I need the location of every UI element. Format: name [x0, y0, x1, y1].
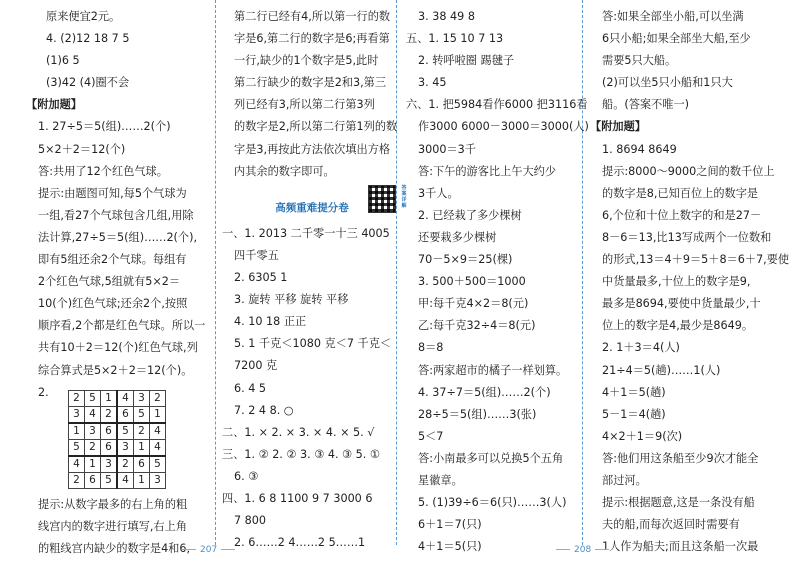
- text-line: 2. 6……2 4……2 5……1: [234, 536, 366, 550]
- text-line: 5－1＝4(趟): [602, 407, 666, 421]
- grid-cell: 2: [85, 439, 101, 456]
- section-title: [222, 184, 407, 219]
- text-line: 5×2＋2＝12(个): [38, 142, 126, 156]
- grid-cell: 2: [69, 472, 85, 488]
- text-line: 2. 转呼啦圈 踢毽子: [418, 54, 515, 68]
- grid-cell: 1: [150, 406, 166, 423]
- grid-cell: 5: [117, 423, 134, 440]
- column-divider: [582, 0, 583, 545]
- grid-row: [69, 390, 166, 406]
- hint-line: 提示:根据题意,这是一条没有船: [602, 496, 755, 510]
- grid-cell: 4: [150, 423, 166, 440]
- text-line: 8－6＝13,比13写成两个一位数和: [602, 230, 772, 244]
- hint-line: 提示:8000～9000之间的数千位上: [602, 164, 775, 178]
- text-line: 的数字是2,所以第二行第1列的数: [234, 120, 398, 134]
- grid-cell: 4: [117, 390, 134, 406]
- text-line: 五、1. 15 10 7 13: [406, 32, 504, 46]
- text-line: 4. 37÷7＝5(组)……2(个): [418, 385, 551, 399]
- item-number: 2.: [38, 385, 49, 399]
- text-line: 4＋1＝5(趟): [602, 385, 666, 399]
- text-line: 答:共用了12个红色气球。: [38, 164, 168, 178]
- text-line: 5＜7: [418, 429, 444, 443]
- grid-cell: 4: [117, 472, 134, 488]
- text-line: 字是6,第二行的数字是6;再看第: [234, 32, 390, 46]
- grid-row: [69, 423, 166, 440]
- text-line: 答:两家超市的橘子一样划算。: [418, 363, 568, 377]
- text-line: 原来便宜2元。: [46, 10, 121, 23]
- grid-cell: 3: [134, 390, 150, 406]
- grid-cell: 6: [101, 423, 118, 440]
- hint-line: 提示:由题图可知,每5个气球为: [38, 186, 187, 200]
- qr-label: 答案详解: [401, 184, 407, 209]
- grid-cell: 4: [85, 406, 101, 423]
- text-line: 2. 已经栽了多少棵树: [418, 208, 522, 222]
- text-line: 第二行已经有4,所以第一行的数: [234, 10, 391, 23]
- text-line: 70－5×9＝25(棵): [418, 253, 513, 267]
- grid-row: [69, 406, 166, 423]
- text-line: 的数字是8,已知百位上的数字是: [602, 186, 759, 200]
- text-line: 甲:每千克4×2＝8(元): [418, 297, 529, 311]
- text-line: 7. 2 4 8. ○: [234, 403, 294, 417]
- text-line: 答:他们用这条船至少9次才能全: [602, 451, 759, 465]
- text-line: 3. 38 49 8: [418, 10, 475, 23]
- grid-cell: 5: [134, 406, 150, 423]
- text-line: (2)可以坐5只小船和1只大: [602, 76, 733, 90]
- grid-row: [69, 472, 166, 488]
- section-title-text: 高频重难提分卷: [275, 201, 349, 214]
- text-line: 共有10＋2＝12(个)红色气球,列: [38, 341, 198, 355]
- text-line: 夫的船,而每次返回时需要有: [602, 518, 740, 532]
- text-line: 即有5组还余2个气球。每组有: [38, 253, 187, 267]
- grid-cell: 4: [150, 439, 166, 456]
- text-line: 4. 10 18 正正: [234, 315, 307, 329]
- text-line: 字是3,再按此方法依次填出方格: [234, 142, 391, 156]
- text-line: 3. 旋转 平移 旋转 平移: [234, 293, 349, 307]
- text-line: 21÷4＝5(趟)……1(人): [602, 363, 721, 377]
- grid-cell: 5: [69, 439, 85, 456]
- text-line: 需要5只大船。: [602, 54, 677, 68]
- text-line: 还要栽多少棵树: [418, 230, 497, 244]
- text-line: 位上的数字是4,最少是8649。: [602, 319, 754, 333]
- grid-cell: 2: [69, 390, 85, 406]
- column-4: [590, 6, 790, 558]
- grid-cell: 2: [150, 390, 166, 406]
- grid-cell: 1: [69, 423, 85, 440]
- grid-cell: 5: [150, 456, 166, 473]
- grid-cell: 5: [101, 472, 118, 488]
- page-number: [552, 545, 613, 555]
- column-divider: [215, 0, 216, 545]
- grid-row: [69, 456, 166, 473]
- grid-row: [69, 439, 166, 456]
- section-heading: 【附加题】: [590, 120, 646, 134]
- text-line: 3. 45: [418, 76, 447, 90]
- column-2: [222, 6, 407, 554]
- grid-cell: 1: [134, 439, 150, 456]
- grid-cell: 2: [101, 406, 118, 423]
- sudoku-grid: [68, 390, 166, 489]
- text-line: (3)42 (4)圈不会: [46, 76, 130, 90]
- grid-cell: 1: [101, 390, 118, 406]
- text-line: 答:下午的游客比上午大约少: [418, 164, 557, 178]
- text-line: 顺序看,2个都是红色气球。所以一: [38, 319, 206, 333]
- grid-cell: 3: [101, 456, 118, 473]
- text-line: 6,个位和十位上数字的和是27－: [602, 208, 762, 222]
- text-line: 作3000 6000－3000＝3000(人): [418, 120, 589, 134]
- grid-cell: 2: [117, 456, 134, 473]
- text-line: 的形式,13＝4＋9＝5＋8＝6＋7,要使: [602, 253, 790, 267]
- text-line: 综合算式是5×2＋2＝12(个)。: [38, 363, 193, 377]
- text-line: 中货量最多,十位上的数字是9,: [602, 275, 751, 289]
- grid-cell: 6: [101, 439, 118, 456]
- text-line: 4＋1＝5(只): [418, 540, 482, 554]
- text-line: 第二行缺少的数字是2和3,第三: [234, 76, 387, 90]
- text-line: 1. 8694 8649: [602, 142, 677, 156]
- grid-cell: 6: [134, 456, 150, 473]
- text-line: 3. 500＋500＝1000: [418, 275, 526, 289]
- grid-cell: 3: [85, 423, 101, 440]
- text-line: 答:如果全部坐小船,可以坐满: [602, 10, 744, 23]
- text-line: 三、1. ② 2. ② 3. ③ 4. ③ 5. ①: [222, 447, 380, 461]
- text-line: 四、1. 6 8 1100 9 7 3000 6: [222, 491, 373, 505]
- text-line: 4. (2)12 18 7 5: [46, 32, 130, 46]
- column-1: [26, 6, 206, 560]
- text-line: 一行,缺少的1个数字是5,此时: [234, 54, 379, 68]
- page-number-text: 207: [200, 545, 218, 555]
- text-line: 一、1. 2013 二千零一十三 4005: [222, 226, 390, 240]
- sudoku-block: [26, 382, 206, 494]
- text-line: 7200 克: [234, 359, 278, 373]
- text-line: 1人作为船夫;而且这条船一次最: [602, 540, 759, 554]
- grid-cell: 2: [134, 423, 150, 440]
- text-line: 法计算,27÷5＝5(组)……2(个),: [38, 230, 198, 244]
- grid-cell: 3: [69, 406, 85, 423]
- grid-cell: 3: [150, 472, 166, 488]
- grid-cell: 5: [85, 390, 101, 406]
- hint-line: 提示:从数字最多的右上角的粗: [38, 497, 188, 511]
- text-line: 28÷5＝5(组)……3(张): [418, 407, 537, 421]
- grid-cell: 6: [117, 406, 134, 423]
- text-line: 6只小船;如果全部坐大船,至少: [602, 32, 751, 46]
- text-line: 最多是8694,要使中货量最少,十: [602, 297, 761, 311]
- text-line: 六、1. 把5984看作6000 把3116看: [406, 98, 588, 112]
- text-line: 3千人。: [418, 186, 459, 200]
- text-line: 一组,看27个气球包含几组,用除: [38, 208, 194, 222]
- text-line: 乙:每千克32÷4＝8(元): [418, 319, 536, 333]
- text-line: 7 800: [234, 514, 267, 528]
- grid-cell: 4: [69, 456, 85, 473]
- text-line: 6＋1＝7(只): [418, 518, 482, 532]
- grid-cell: 3: [117, 439, 134, 456]
- text-line: 1. 27÷5＝5(组)……2(个): [38, 120, 171, 134]
- text-line: 3000＝3千: [418, 142, 476, 156]
- text-line: 8＝8: [418, 341, 444, 355]
- text-line: 5. (1)39÷6＝6(只)……3(人): [418, 496, 567, 510]
- text-line: 6. 4 5: [234, 381, 267, 395]
- section-heading: 【附加题】: [26, 98, 82, 112]
- text-line: 二、1. × 2. × 3. × 4. × 5. √: [222, 425, 375, 439]
- text-line: 列已经有3,所以第二行第3列: [234, 98, 375, 112]
- text-line: 4×2＋1＝9(次): [602, 429, 683, 443]
- text-line: 的粗线宫内缺少的数字是4和6,: [38, 541, 191, 555]
- page-number-text: 208: [574, 545, 592, 555]
- text-line: 10(个)红色气球;还余2个,按照: [38, 297, 188, 311]
- text-line: 2个红色气球,5组就有5×2＝: [38, 275, 181, 289]
- text-line: 内其余的数字即可。: [234, 164, 335, 178]
- text-line: 答:小南最多可以兑换5个五角: [418, 451, 564, 465]
- text-line: 5. 1 千克＜1080 克＜7 千克＜: [234, 337, 392, 351]
- grid-cell: 1: [85, 456, 101, 473]
- text-line: 2. 6305 1: [234, 271, 288, 285]
- text-line: 星徽章。: [418, 473, 463, 487]
- text-line: 6. ③: [234, 469, 259, 483]
- text-line: (1)6 5: [46, 54, 80, 68]
- text-line: 线宫内的数字进行填写,右上角: [38, 519, 187, 533]
- text-line: 2. 1＋3＝4(人): [602, 341, 680, 355]
- text-line: 部过河。: [602, 473, 647, 487]
- qr-code-icon: [368, 185, 396, 213]
- text-line: 四千零五: [234, 248, 279, 262]
- text-line: 船。(答案不唯一): [602, 98, 690, 112]
- grid-cell: 1: [134, 472, 150, 488]
- grid-cell: 6: [85, 472, 101, 488]
